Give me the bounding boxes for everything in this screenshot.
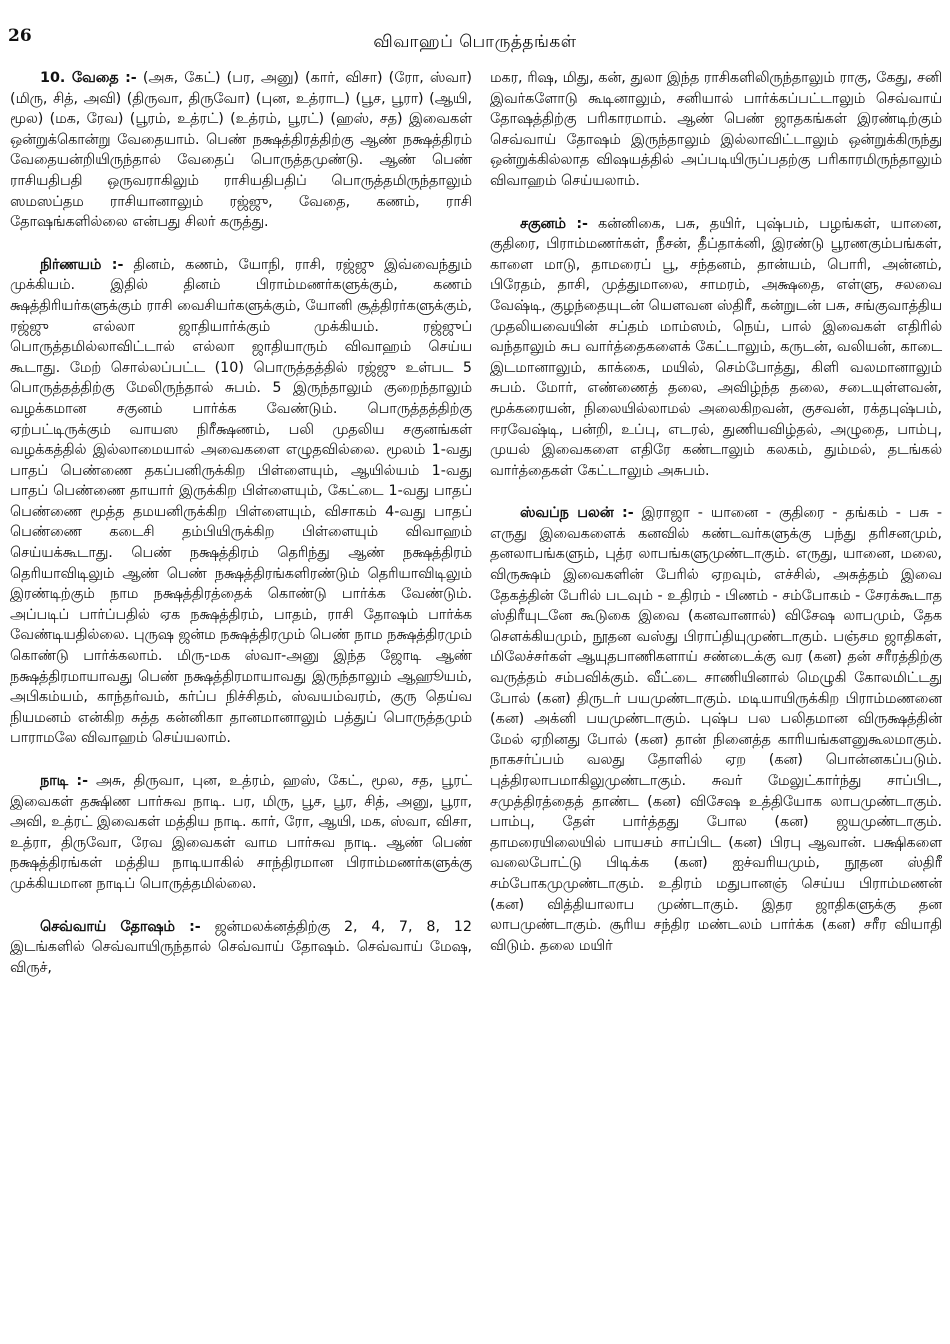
section-sevvai-dosham (10, 917, 472, 979)
page-number: 26 (8, 26, 32, 46)
paragraph-vedhai (10, 68, 472, 233)
section-text: கன்னிகை, பசு, தயிர், புஷ்பம், பழங்கள், யானை, குதிரை, பிராம்மணர்கள், நீசன், தீப்தாக்னி, இரண்டு பூரணகும்பங்கள், காளை மாடு, தாமரைப் பூ, சந்தனம், தான்யம், பொரி, அன்னம், பிரேதம், தாசி, முத்துமாலை, சாமரம், அக்ஷதை, எள்ளு, சலவை வேஷ்டி, குழந்தையுடன் யௌவன ஸ்திரீ, கன்றுடன் பசு, சங்குவாத்திய முதலியவையின் சப்தம் மாம்ஸம், நெய், பால் இவைகள் எதிரில் வந்தாலும் சுப வார்த்தைகளைக் கேட்டாலும், கருடன், வலியன், காடை இடமானாலும், காக்கை, மயில், செம்போத்து, கிளி வலமானாலும் சுபம். மோர், எண்ணைத் தலை, அவிழ்ந்த தலை, சடையுள்ளவன், மூக்கரையன், நிலையில்லாமல் அலைகிறவன், குசவன், ரக்தபுஷ்பம், ஈரவேஷ்டி, பன்றி, உப்பு, எடரல், துணியவிழ்தல், அழுதை, பாம்பு, முயல் இவைகளை எதிரே கண்டாலும் கலகம், தும்மல், தடங்கல் வார்த்தைகள் கேட்டாலும் அசுபம். (490, 215, 942, 479)
running-head: விவாஹப் பொருத்தங்கள் (373, 32, 577, 52)
section-nirnayam (10, 255, 472, 749)
paragraph-sevvai-continued: மகர, ரிஷ, மிது, கன், துலா இந்த ராசிகளிலிருந்தாலும் ராகு, கேது, சனி இவர்களோடு கூடினாலும், சனியால் பார்க்கப்பட்டாலும் செவ்வாய் தோஷத்திற்கு பரிகாரமாம். ஆண் பெண் ஜாதகங்கள் இரண்டிற்கும் செவ்வாய் தோஷம் இருந்தாலும் இல்லாவிட்டாலும் ஒன்றுக்கிருந்து ஒன்றுக்கில்லாத விஷயத்தில் அப்படியிருப்பதற்கு பரிகாரமிருந்தாலும் விவாஹம் செய்யலாம். (490, 70, 942, 189)
right-column (490, 68, 942, 978)
section-text: ஜன்மலக்னத்திற்கு 2, 4, 7, 8, 12 இடங்களில் செவ்வாயிருந்தால் செவ்வாய் தோஷம். செவ்வாய் மேஷ, விருச், (10, 918, 473, 976)
section-heading: சகுனம் :- (520, 215, 588, 232)
paragraph-naadi (10, 771, 472, 895)
paragraph-sevvai-dosham (10, 917, 472, 979)
section-text: (அசு, கேட்) (பர, அனு) (கார், விசா) (ரோ, ஸ்வா) (மிரு, சித், அவி) (திருவா, திருவோ) (புன, உத்ராட) (பூச, பூரா) (ஆயி, மூல) (மக, ரேவ) (பூரம், உத்ரட்) (உத்ரம், பூரட்) (ஹஸ், சத) இவைகள் ஒன்றுக்கொன்று வேதையாம். பெண் நக்ஷத்திரத்திற்கு ஆண் நக்ஷத்திரம் வேதையன்றியிருந்தால் வேதைப் பொருத்தமுண்டு. ஆண் பெண் ராசியதிபதி ஒருவராகிலும் ராசியதிபதிப் பொருத்தமிருந்தாலும் ஸமஸப்தம ராசியானாலும் ரஜ்ஜு, வேதை, கணம், ராசி தோஷங்களில்லை என்பது சிலர் கருத்து. (10, 70, 473, 231)
section-text: இராஜா - யானை - குதிரை - தங்கம் - பசு - எருது இவைகளைக் கனவில் கண்டவர்களுக்கு பந்து தரிசனமும், தனலாபங்களும், புத்ர லாபங்களுமுண்டாகும். எருது, யானை, மலை, விருக்ஷம் இவைகளின் பேரில் ஏறவும், எச்சில், அசுத்தம் இவை தேகத்தின் பேரில் படவும் - உதிரம் - பிணம் - சம்போகம் - சேரக்கூடாத ஸ்திரீயுடனே கூடுகை இவை (கனவானால்) விசேஷ லாபமும், தேக சௌக்கியமும், நூதன வஸ்து பிராப்தியுமுண்டாகும். பஞ்சம ஜாதிகள், மிலேச்சர்கள் ஆயுதபாணிகளாய் சண்டைக்கு வர (கன) தன் சரீரத்திற்கு வருத்தம் சம்பவிக்கும். வீட்டை சாணியினால் மெழுகி கோலமிட்டது போல் (கன) திருடர் பயமுண்டாகும். மடியாயிருக்கிற பிராம்மணனை (கன) அக்னி பயமுண்டாகும். புஷ்ப பல பலிதமான விருக்ஷத்தின் மேல் ஏறினது போல் (கன) தான் நினைத்த காரியங்களனுகூலமாகும். நாகசர்ப்பம் வலது தோளில் ஏற (கன) பொன்னகப்படும். புத்திரலாபமாகிலுமுண்டாகும். சுவர் மேலுட்கார்ந்து சாப்பிட, சமுத்திரத்தைத் தாண்ட (கன) விசேஷ உத்தியோக லாபமுண்டாகும். பாம்பு, தேள் பார்த்தது போல (கன) ஜயமுண்டாகும். தாமரையிலையில் பாயசம் சாப்பிட (கன) பிரபு ஆவான். பக்ஷிகளை வலைபோட்டு பிடிக்க (கன) ஐச்வரியமும், நூதன ஸ்திரீ சம்போகமுமுண்டாகும். உதிரம் மதுபானஞ் செய்ய பிராம்மணன் (கன) வித்தியாலாப முண்டாகும். இதர ஜாதிகளுக்கு தன லாபமுண்டாகும். சூரிய சந்திர மண்டலம் பார்க்க (கன) சரீர வியாதி விடும். தலை மயிர் (490, 505, 942, 954)
paragraph-swapna-palan (490, 503, 942, 956)
section-sevvai-continued (490, 68, 942, 192)
paragraph-nirnayam (10, 255, 472, 749)
section-heading: ஸ்வப்ந பலன் :- (520, 505, 634, 522)
section-naadi (10, 771, 472, 895)
left-column (10, 68, 472, 1000)
section-text: அசு, திருவா, புன, உத்ரம், ஹஸ், கேட், மூல, சத, பூரட் இவைகள் தக்ஷிண பார்சுவ நாடி. பர, மிரு, பூச, பூர, சித், அனு, பூரா, அவி, உத்ரட் இவைகள் மத்திய நாடி. கார், ரோ, ஆயி, மக, ஸ்வா, விசா, உத்ரா, திருவோ, ரேவ இவைகள் வாம பார்சுவ நாடி. ஆண் பெண் நக்ஷத்திரங்கள் மத்திய நாடியாகில் சாந்திரமான பிராம்மணர்களுக்கு முக்கியமான நாடிப் பொருத்தமில்லை. (10, 773, 472, 892)
section-sagunam (490, 214, 942, 482)
section-heading: நிர்ணயம் :- (40, 256, 124, 273)
section-vedhai (10, 68, 472, 233)
section-text: தினம், கணம், யோநி, ராசி, ரஜ்ஜு இவ்வைந்தும் முக்கியம். இதில் தினம் பிராம்மணர்களுக்கும், கணம் க்ஷத்திரியர்களுக்கும் ராசி வைசியர்களுக்கும், யோனி சூத்திரர்களுக்கும், ரஜ்ஜு எல்லா ஜாதியார்க்கும் முக்கியம். ரஜ்ஜுப் பொருத்தமில்லாவிட்டால் எல்லா ஜாதியாரும் விவாஹம் செய்ய கூடாது. மேற் சொல்லப்பட்ட (10) பொருத்தத்தில் ரஜ்ஜு உள்பட 5 பொருத்தத்திற்கு மேலிருந்தால் சுபம். 5 இருந்தாலும் குறைந்தாலும் வழக்கமான சகுனம் பார்க்க வேண்டும். பொருத்தத்திற்கு ஏற்பட்டிருக்கும் வாயஸ நிரீக்ஷணம், பலி முதலிய சகுனங்கள் வழக்கத்தில் இல்லாமையால் அவைகளை எழுதவில்லை. மூலம் 1-வது பாதப் பெண்ணை தகப்பனிருக்கிற பிள்ளையும், ஆயில்யம் 1-வது பாதப் பெண்ணை தாயார் இருக்கிற பிள்ளையும், கேட்டை 1-வது பாதப் பெண்ணை மூத்த தமயனிருக்கிற பிள்ளையும், விசாகம் 4-வது பாதப் பெண்ணை கடைசி தம்பியிருக்கிற பிள்ளையும் விவாஹம் செய்யக்கூடாது. பெண் நக்ஷத்திரம் தெரிந்து ஆண் நக்ஷத்திரம் தெரியாவிடிலும் ஆண் பெண் நக்ஷத்திரங்களிரண்டும் தெரியாவிடிலும் இரண்டிற்கும் நாம நக்ஷத்திரத்தைக் கொண்டு பார்க்க வேண்டும். அப்படிப் பார்ப்பதில் ஏக நக்ஷத்திரம், பாதம், ராசி தோஷம் பார்க்க வேண்டியதில்லை. புருஷ ஜன்ம நக்ஷத்திரமும் பெண் நாம நக்ஷத்திரமும் கொண்டு பார்க்கலாம். மிரு-மக ஸ்வா-அனு இந்த ஜோடி ஆண் நக்ஷத்திரமாயாவது பெண் நக்ஷத்திரமாயாவது இருந்தாலும் ஆஹூயம், அபிகம்யம், காந்தர்வம், கர்ப்ப நிச்சிதம், ஸ்வயம்வரம், குரு தெய்வ நியமனம் என்கிற சுத்த கன்னிகா தானமானாலும் பத்துப் பொருத்தமும் பாராமலே விவாஹம் செய்யலாம். (10, 256, 472, 747)
section-heading: நாடி :- (40, 773, 89, 789)
section-heading: 10. வேதை :- (40, 70, 137, 86)
section-swapna-palan (490, 503, 942, 956)
section-heading: செவ்வாய் தோஷம் :- (40, 918, 201, 935)
paragraph-sagunam (490, 214, 942, 482)
